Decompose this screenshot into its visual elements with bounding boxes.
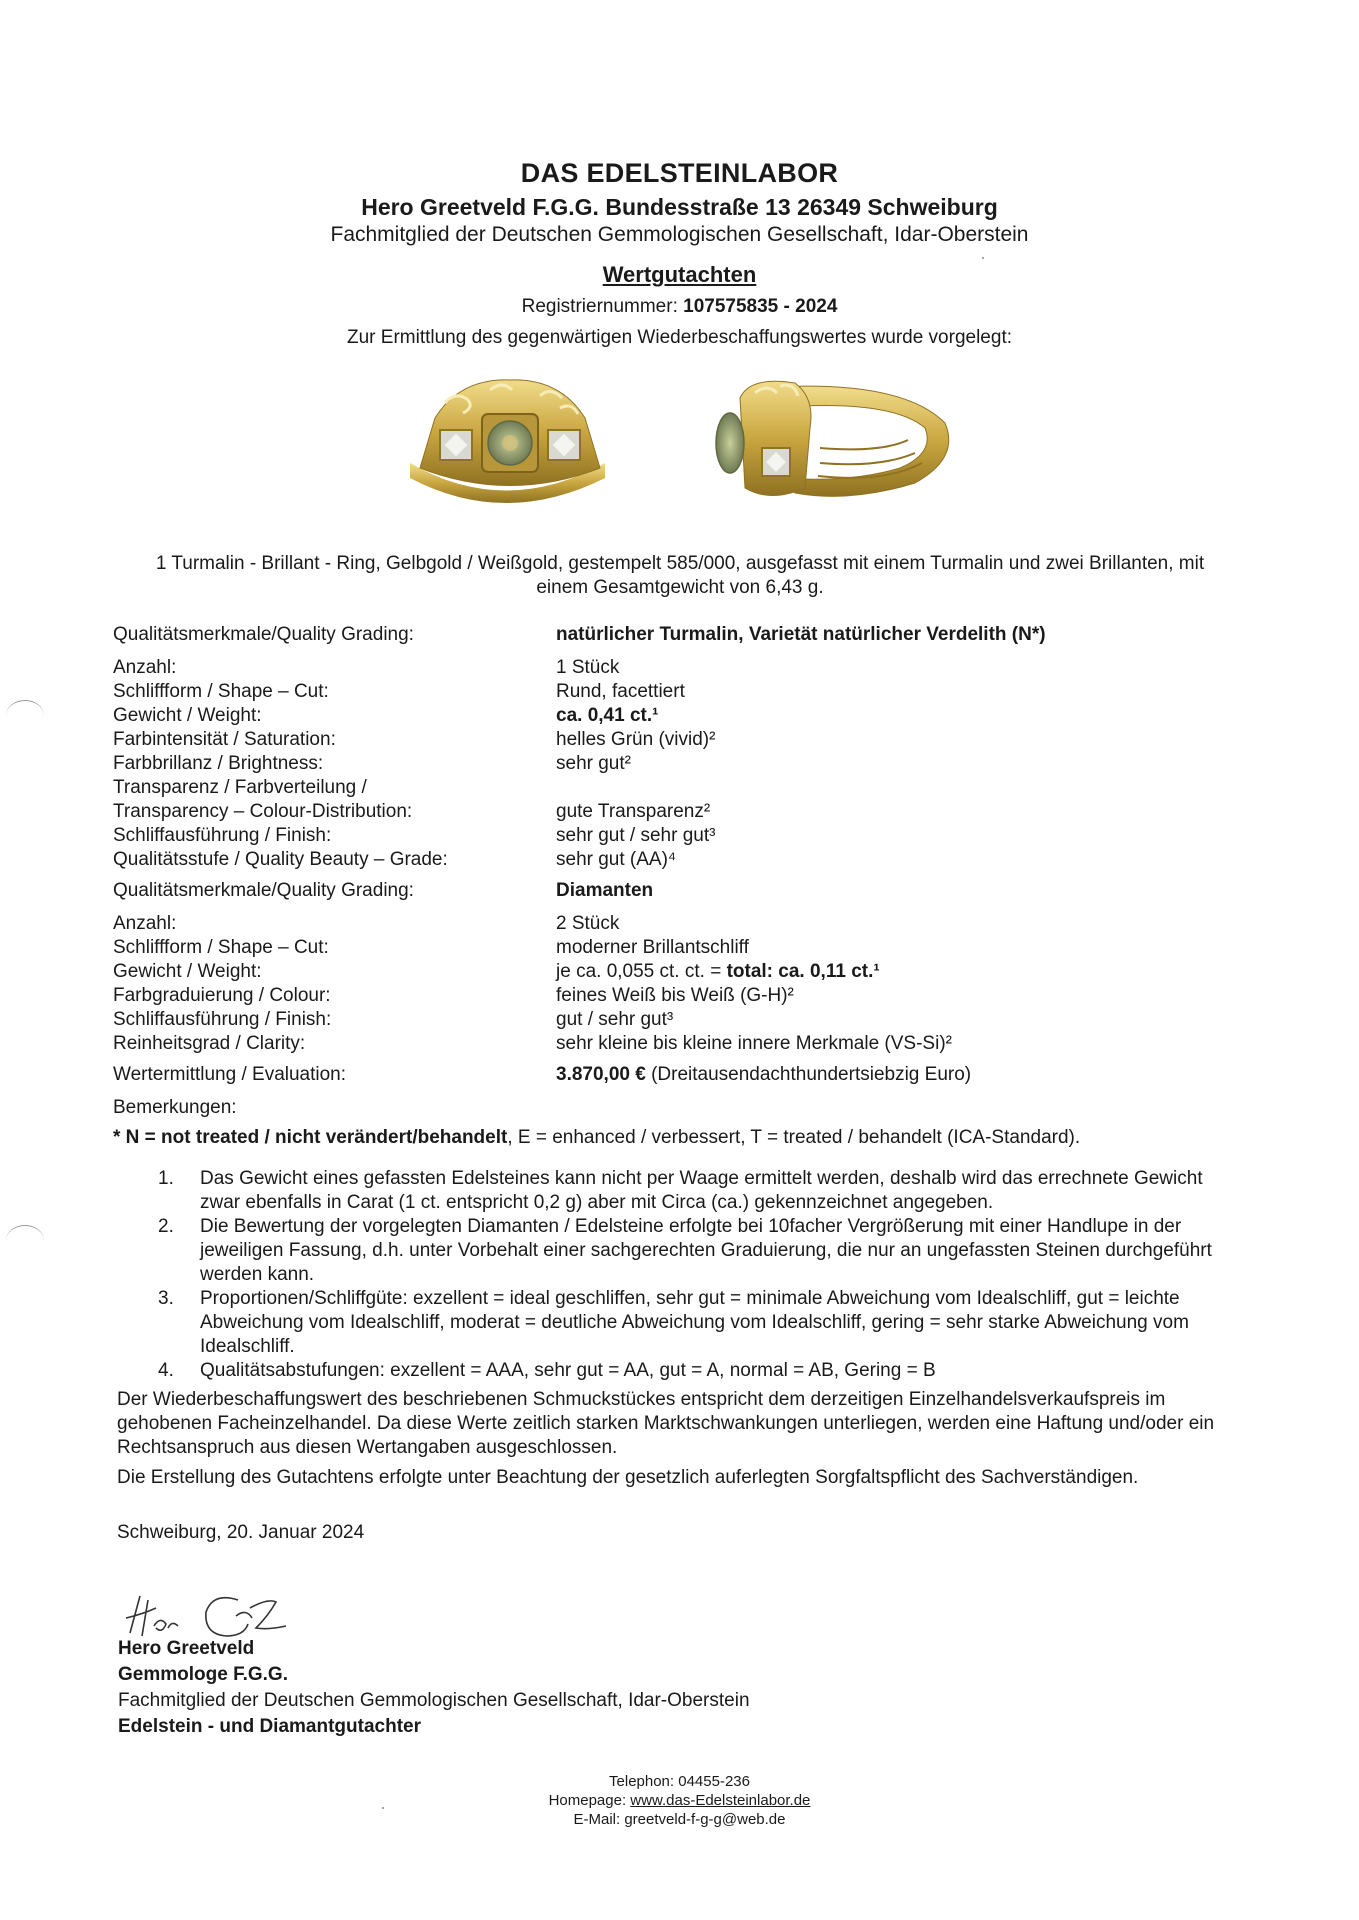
note-text: Die Bewertung der vorgelegten Diamanten / Edelsteine erfolgte bei 10facher Vergrößerung mit einer Handlupe in der jeweiligen Fassung, d.h. unter Vorbehalt einer sachgerechten Graduierung, die nur an ungefassten Steinen durchgeführt werden kann. <box>200 1216 1212 1285</box>
homepage-label: Homepage: <box>548 1792 631 1809</box>
table-row <box>113 777 1233 801</box>
row-value: 1 Stück <box>556 657 620 678</box>
punch-hole-mark <box>6 1225 44 1256</box>
table-row <box>113 985 1233 1009</box>
list-item <box>150 1359 1240 1383</box>
row-label: Schliffausführung / Finish: <box>113 1009 332 1030</box>
evaluation-row <box>113 1064 1233 1088</box>
row-label: Schliffform / Shape – Cut: <box>113 681 329 702</box>
row-label: Farbintensität / Saturation: <box>113 729 336 750</box>
note-number: 3. <box>158 1288 174 1309</box>
homepage-line <box>0 1791 1359 1810</box>
row-label: Transparenz / Farbverteilung / <box>113 777 367 798</box>
table-row <box>113 825 1233 849</box>
list-item <box>150 1287 1240 1359</box>
signer-name: Hero Greetveld <box>118 1638 255 1659</box>
table-row <box>113 657 1233 681</box>
evaluation-words: (Dreitausendachthundertsiebzig Euro) <box>645 1064 972 1085</box>
ring-front-view <box>410 380 605 503</box>
evaluation-label: Wertermittlung / Evaluation: <box>113 1064 347 1085</box>
row-value: gut / sehr gut³ <box>556 1009 674 1030</box>
place-date: Schweiburg, 20. Januar 2024 <box>117 1522 365 1543</box>
row-value: feines Weiß bis Weiß (G-H)² <box>556 985 794 1006</box>
row-label: Farbgraduierung / Colour: <box>113 985 331 1006</box>
email: E-Mail: greetveld-f-g-g@web.de <box>573 1811 786 1828</box>
punch-hole-mark <box>6 700 44 731</box>
treatment-legend <box>113 1127 1080 1149</box>
registration-number: 107575835 - 2024 <box>683 296 838 317</box>
table-row <box>113 729 1233 753</box>
row-label: Qualitätsstufe / Quality Beauty – Grade: <box>113 849 448 870</box>
signer-block <box>118 1636 750 1740</box>
intro-text: Zur Ermittlung des gegenwärtigen Wiederbeschaffungswertes wurde vorgelegt: <box>347 327 1012 348</box>
row-label: Reinheitsgrad / Clarity: <box>113 1033 306 1054</box>
row-value: helles Grün (vivid)² <box>556 729 716 750</box>
table-row <box>113 937 1233 961</box>
row-label: Schliffform / Shape – Cut: <box>113 937 329 958</box>
ring-side-view <box>716 381 949 496</box>
table-row <box>113 801 1233 825</box>
row-value: gute Transparenz² <box>556 801 711 822</box>
signer-membership: Fachmitglied der Deutschen Gemmologischen Gesellschaft, Idar-Oberstein <box>118 1690 750 1711</box>
item-description: 1 Turmalin - Brillant - Ring, Gelbgold / Weißgold, gestempelt 585/000, ausgefasst mit einem Turmalin und zwei Brillanten, mit einem Gesamtgewicht von 6,43 g. <box>155 553 1205 598</box>
table-row <box>113 705 1233 729</box>
row-value: Rund, facettiert <box>556 681 685 702</box>
document-title: Wertgutachten <box>602 262 757 287</box>
footnotes <box>150 1167 1240 1383</box>
lab-address: Hero Greetveld F.G.G. Bundesstraße 13 26349 Schweiburg <box>361 194 998 220</box>
evaluation-amount: 3.870,00 € <box>556 1064 646 1085</box>
registration-label: Registriernummer: <box>521 296 684 317</box>
table-row <box>113 753 1233 777</box>
table-row <box>113 849 1233 873</box>
row-value: sehr gut² <box>556 753 631 774</box>
signer-title: Gemmologe F.G.G. <box>118 1664 288 1685</box>
phone: Telephon: 04455-236 <box>609 1773 750 1790</box>
replacement-value-disclaimer: Der Wiederbeschaffungswert des beschriebenen Schmuckstückes entspricht dem derzeitigen Einzelhandelsverkaufspreis im gehobenen Facheinzelhandel. Da diese Werte zeitlich starken Marktschwankungen unterliegen, werden eine Haftung und/oder ein Rechtsanspruch aus diesen Wertangaben ausgeschlossen. <box>117 1389 1215 1458</box>
diamonds-heading-row <box>113 880 1233 904</box>
table-row <box>113 961 1233 985</box>
diligence-statement: Die Erstellung des Gutachtens erfolgte unter Beachtung der gesetzlich auferlegten Sorgfaltspflicht des Sachverständigen. <box>117 1467 1139 1488</box>
row-value: moderner Brillantschliff <box>556 937 749 958</box>
row-value: 2 Stück <box>556 913 620 934</box>
row-label: Transparency – Colour-Distribution: <box>113 801 413 822</box>
note-text: Proportionen/Schliffgüte: exzellent = ideal geschliffen, sehr gut = minimale Abweichung vom Idealschliff, gut = leichte Abweichung vom Idealschliff, moderat = deutliche Abweichung vom Idealschliff, gering = sehr starke Abweichung vom Idealschliff. <box>200 1288 1189 1357</box>
legend-rest: , E = enhanced / verbessert, T = treated / behandelt (ICA-Standard). <box>507 1127 1081 1148</box>
weight-total: total: ca. 0,11 ct.¹ <box>726 961 880 982</box>
ring-photos <box>400 368 960 518</box>
lab-name: DAS EDELSTEINLABOR <box>520 158 839 188</box>
lab-membership: Fachmitglied der Deutschen Gemmologischen Gesellschaft, Idar-Oberstein <box>330 223 1029 246</box>
note-number: 2. <box>158 1216 174 1237</box>
list-item <box>150 1215 1240 1287</box>
list-item <box>150 1167 1240 1215</box>
legend-bold: * N = not treated / nicht verändert/behandelt <box>113 1127 508 1148</box>
grading-label: Qualitätsmerkmale/Quality Grading: <box>113 624 414 645</box>
tourmaline-heading-row <box>113 624 1233 648</box>
row-value: sehr gut / sehr gut³ <box>556 825 716 846</box>
row-value: sehr kleine bis kleine innere Merkmale (VS-Si)² <box>556 1033 952 1054</box>
tourmaline-variety: natürlicher Turmalin, Varietät natürlicher Verdelith (N*) <box>556 624 1046 645</box>
registration-line <box>0 296 1359 318</box>
weight-each: je ca. 0,055 ct. ct. = <box>556 961 727 982</box>
note-number: 4. <box>158 1360 174 1381</box>
diamonds-heading: Diamanten <box>556 880 654 901</box>
note-text: Qualitätsabstufungen: exzellent = AAA, sehr gut = AA, gut = A, normal = AB, Gering = B <box>200 1360 936 1381</box>
contact-block <box>0 1772 1359 1829</box>
homepage-link[interactable]: www.das-Edelsteinlabor.de <box>630 1792 811 1809</box>
ring-photo-illustration <box>400 368 960 518</box>
table-row <box>113 1033 1233 1057</box>
table-row <box>113 681 1233 705</box>
row-label: Gewicht / Weight: <box>113 961 262 982</box>
row-value: sehr gut (AA)⁴ <box>556 849 677 870</box>
row-label: Anzahl: <box>113 657 177 678</box>
note-text: Das Gewicht eines gefassten Edelsteines kann nicht per Waage ermittelt werden, deshalb wird das errechnete Gewicht zwar ebenfalls in Carat (1 ct. entspricht 0,2 g) aber mit Circa (ca.) gekennzeichnet angegeben. <box>200 1168 1203 1213</box>
row-label: Farbbrillanz / Brightness: <box>113 753 324 774</box>
scan-speck <box>982 257 984 259</box>
row-label: Gewicht / Weight: <box>113 705 262 726</box>
row-label: Anzahl: <box>113 913 177 934</box>
remarks-label: Bemerkungen: <box>113 1097 237 1118</box>
row-value: ca. 0,41 ct.¹ <box>556 705 659 726</box>
grading-label: Qualitätsmerkmale/Quality Grading: <box>113 880 414 901</box>
row-value <box>556 961 880 983</box>
row-label: Schliffausführung / Finish: <box>113 825 332 846</box>
table-row <box>113 1009 1233 1033</box>
signer-role: Edelstein - und Diamantgutachter <box>118 1716 421 1737</box>
note-number: 1. <box>158 1168 174 1189</box>
evaluation-value <box>556 1064 971 1086</box>
table-row <box>113 913 1233 937</box>
